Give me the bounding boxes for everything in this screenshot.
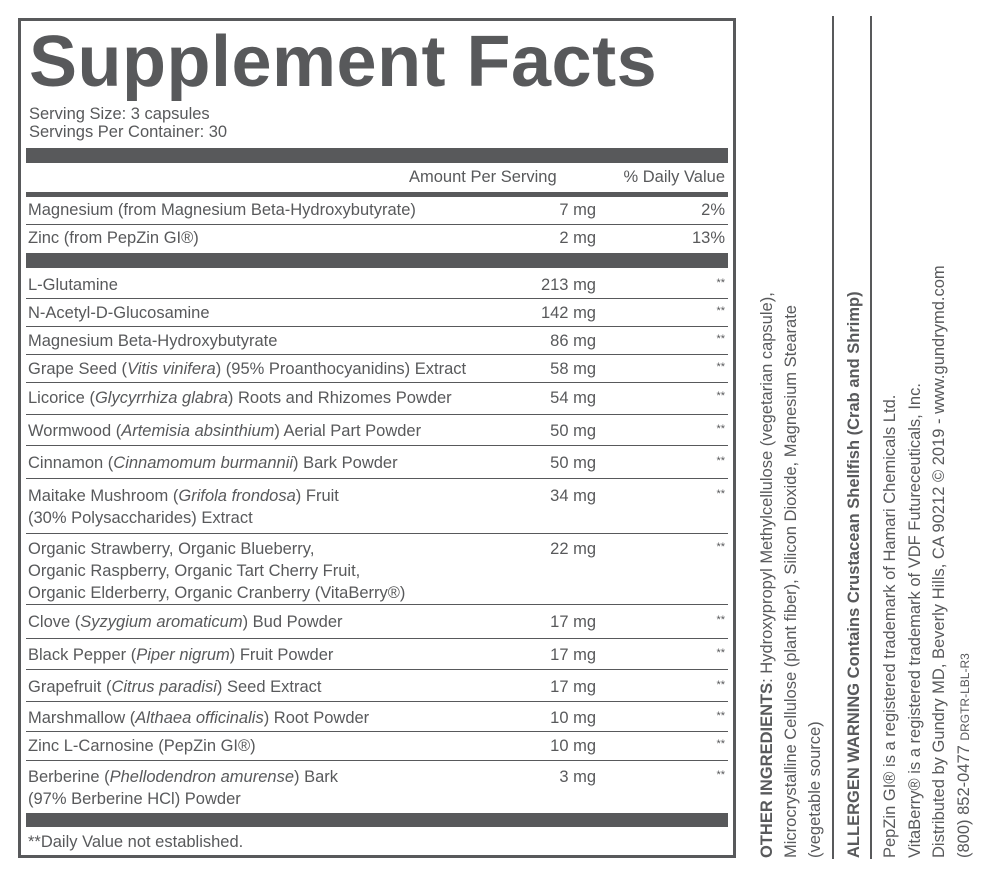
ingredient-daily-value: ** <box>716 614 725 626</box>
ingredient-latin-name: Syzygium aromaticum <box>80 613 243 631</box>
ingredient-line <box>28 420 421 442</box>
ingredient-name <box>28 452 398 474</box>
header-rule <box>26 192 728 197</box>
row-divider <box>26 298 728 299</box>
other-ingredients-line3: (vegetable source) <box>806 721 824 858</box>
ingredient-line <box>28 452 398 474</box>
ingredient-line: (97% Berberine HCl) Powder <box>28 790 241 808</box>
ingredient-amount: 50 mg <box>550 454 596 472</box>
ingredient-line <box>28 302 210 324</box>
ingredient-text: Berberine ( <box>28 768 110 786</box>
ingredient-line <box>28 485 339 507</box>
ingredient-daily-value: ** <box>716 455 725 467</box>
row-divider <box>26 669 728 670</box>
ingredient-line <box>28 644 333 666</box>
ingredient-daily-value: ** <box>716 423 725 435</box>
row-divider <box>26 354 728 355</box>
ingredient-text: Grape Seed ( <box>28 360 128 378</box>
ingredient-name <box>28 387 452 409</box>
legal-line3: Distributed by Gundry MD, Beverly Hills, CA 90212 © 2019 - www.gundrymd.com <box>930 265 948 858</box>
ingredient-text: ) Bark Powder <box>293 454 398 472</box>
ingredient-line <box>28 676 321 698</box>
ingredient-line: Organic Elderberry, Organic Cranberry (VitaBerry®) <box>28 584 406 602</box>
ingredient-text: ) Bud Powder <box>242 613 343 631</box>
ingredient-latin-name: Artemisia absinthium <box>121 422 275 440</box>
row-divider <box>26 638 728 639</box>
vitamin-amount: 2 mg <box>559 229 596 247</box>
ingredient-text: Organic Strawberry, Organic Blueberry, <box>28 540 315 558</box>
divider-2 <box>870 16 872 859</box>
ingredient-text: Maitake Mushroom ( <box>28 487 179 505</box>
ingredient-latin-name: Citrus paradisi <box>111 678 217 696</box>
ingredient-name <box>28 330 277 352</box>
ingredient-text: ) Root Powder <box>263 709 370 727</box>
ingredient-daily-value: ** <box>716 679 725 691</box>
ingredient-name <box>28 302 210 324</box>
other-ingredients-line2: Microcrystalline Cellulose (plant fiber), Silicon Dioxide, Magnesium Stearate <box>782 305 800 858</box>
ingredient-text: Black Pepper ( <box>28 646 137 664</box>
ingredient-daily-value: ** <box>716 738 725 750</box>
ingredient-line <box>28 611 343 633</box>
other-ingredients-block <box>755 0 827 858</box>
serving-size: Serving Size: 3 capsules <box>29 105 210 123</box>
supplement-facts-panel <box>18 18 736 858</box>
row-divider <box>26 224 728 225</box>
ingredient-latin-name: Althaea officinalis <box>135 709 264 727</box>
ingredient-latin-name: Glycyrrhiza glabra <box>94 389 228 407</box>
row-divider <box>26 478 728 479</box>
ingredient-amount: 34 mg <box>550 487 596 505</box>
ingredient-text: N-Acetyl-D-Glucosamine <box>28 304 210 322</box>
ingredient-line: (30% Polysaccharides) Extract <box>28 509 253 527</box>
ingredient-latin-name: Phellodendron amurense <box>109 768 295 786</box>
other-ingredients-label: OTHER INGREDIENTS <box>758 682 776 858</box>
ingredient-name <box>28 644 333 666</box>
ingredient-daily-value: ** <box>716 541 725 553</box>
ingredient-text: Licorice ( <box>28 389 95 407</box>
ingredient-amount: 17 mg <box>550 646 596 664</box>
ingredient-line <box>28 707 369 729</box>
ingredient-amount: 50 mg <box>550 422 596 440</box>
ingredient-line <box>28 766 338 788</box>
ingredient-text: Marshmallow ( <box>28 709 136 727</box>
vitamin-name: Zinc (from PepZin GI®) <box>28 229 199 247</box>
row-divider <box>26 533 728 534</box>
ingredient-text: Cinnamon ( <box>28 454 114 472</box>
row-divider <box>26 701 728 702</box>
vitamin-name: Magnesium (from Magnesium Beta-Hydroxybutyrate) <box>28 201 416 219</box>
ingredient-latin-name: Grifola frondosa <box>178 487 296 505</box>
ingredient-name <box>28 485 339 529</box>
ingredient-daily-value: ** <box>716 390 725 402</box>
row-divider <box>26 382 728 383</box>
ingredient-text: ) Bark <box>294 768 339 786</box>
ingredient-text: ) (95% Proanthocyanidins) Extract <box>215 360 467 378</box>
ingredient-text: ) Roots and Rhizomes Powder <box>227 389 452 407</box>
ingredient-name <box>28 611 343 633</box>
row-divider <box>26 414 728 415</box>
legal-line1: PepZin GI® is a registered trademark of Hamari Chemicals Ltd. <box>881 394 899 858</box>
vitamin-amount: 7 mg <box>559 201 596 219</box>
ingredient-daily-value: ** <box>716 361 725 373</box>
ingredient-latin-name: Piper nigrum <box>136 646 230 664</box>
ingredient-name <box>28 676 321 698</box>
ingredient-line: Organic Raspberry, Organic Tart Cherry Fruit, <box>28 562 361 580</box>
col-amount-header: Amount Per Serving <box>409 168 557 186</box>
ingredient-name <box>28 735 256 757</box>
allergen-text: Contains Crustacean Shellfish (Crab and Shrimp) <box>845 291 863 683</box>
ingredient-text: ) Fruit Powder <box>229 646 334 664</box>
label-code: DRGTR-LBL-R3 <box>957 653 972 741</box>
ingredient-text: Wormwood ( <box>28 422 122 440</box>
ingredient-latin-name: Cinnamomum burmannii <box>113 454 294 472</box>
vitamin-daily-value: 2% <box>701 201 725 219</box>
row-divider <box>26 445 728 446</box>
ingredient-name <box>28 707 369 729</box>
ingredient-name <box>28 420 421 442</box>
allergen-label: ALLERGEN WARNING <box>845 682 863 858</box>
row-divider <box>26 604 728 605</box>
servings-per-container: Servings Per Container: 30 <box>29 123 228 141</box>
ingredient-text: Magnesium Beta-Hydroxybutyrate <box>28 332 278 350</box>
legal-block <box>878 0 977 858</box>
ingredient-daily-value: ** <box>716 488 725 500</box>
ingredient-line <box>28 387 452 409</box>
ingredient-daily-value: ** <box>716 710 725 722</box>
ingredient-line <box>28 735 256 757</box>
ingredient-amount: 213 mg <box>540 276 596 294</box>
phone-number: (800) 852-0477 <box>954 745 973 858</box>
ingredient-name <box>28 358 466 380</box>
ingredient-name <box>28 766 338 810</box>
vitamin-daily-value: 13% <box>691 229 725 247</box>
ingredient-daily-value: ** <box>716 333 725 345</box>
ingredient-text: L-Glutamine <box>28 276 118 294</box>
row-divider <box>26 760 728 761</box>
ingredient-amount: 58 mg <box>550 360 596 378</box>
ingredient-amount: 17 mg <box>550 613 596 631</box>
ingredient-text: Grapefruit ( <box>28 678 112 696</box>
col-dv-header: % Daily Value <box>623 168 725 186</box>
divider-1 <box>832 16 834 859</box>
ingredient-line <box>28 274 118 296</box>
panel-title: Supplement Facts <box>29 22 658 102</box>
ingredient-daily-value: ** <box>716 769 725 781</box>
ingredient-amount: 3 mg <box>559 768 596 786</box>
ingredient-name <box>28 538 405 604</box>
allergen-warning <box>842 0 866 858</box>
ingredient-line <box>28 358 466 380</box>
ingredient-amount: 54 mg <box>550 389 596 407</box>
ingredient-text: ) Seed Extract <box>216 678 322 696</box>
ingredient-amount: 10 mg <box>550 737 596 755</box>
ingredient-amount: 142 mg <box>540 304 596 322</box>
ingredient-amount: 10 mg <box>550 709 596 727</box>
ingredient-latin-name: Vitis vinifera <box>127 360 216 378</box>
ingredient-text: Zinc L-Carnosine (PepZin GI®) <box>28 737 256 755</box>
ingredient-daily-value: ** <box>716 647 725 659</box>
row-divider <box>26 731 728 732</box>
footnote: **Daily Value not established. <box>28 833 244 851</box>
ingredient-amount: 17 mg <box>550 678 596 696</box>
row-divider <box>26 326 728 327</box>
ingredient-line <box>28 330 277 352</box>
ingredient-amount: 22 mg <box>550 540 596 558</box>
footer-bar <box>26 813 728 827</box>
ingredient-line <box>28 538 405 560</box>
ingredient-text: Clove ( <box>28 613 81 631</box>
ingredient-daily-value: ** <box>716 305 725 317</box>
other-ingredients-line1: : Hydroxypropyl Methylcellulose (vegetarian capsule), <box>758 292 776 683</box>
header-bar <box>26 148 728 163</box>
ingredient-name <box>28 274 118 296</box>
ingredient-amount: 86 mg <box>550 332 596 350</box>
section-bar <box>26 253 728 268</box>
ingredient-text: ) Aerial Part Powder <box>274 422 422 440</box>
ingredient-text: ) Fruit <box>295 487 339 505</box>
ingredient-daily-value: ** <box>716 277 725 289</box>
legal-line2: VitaBerry® is a registered trademark of VDF Futureceuticals, Inc. <box>905 383 924 858</box>
